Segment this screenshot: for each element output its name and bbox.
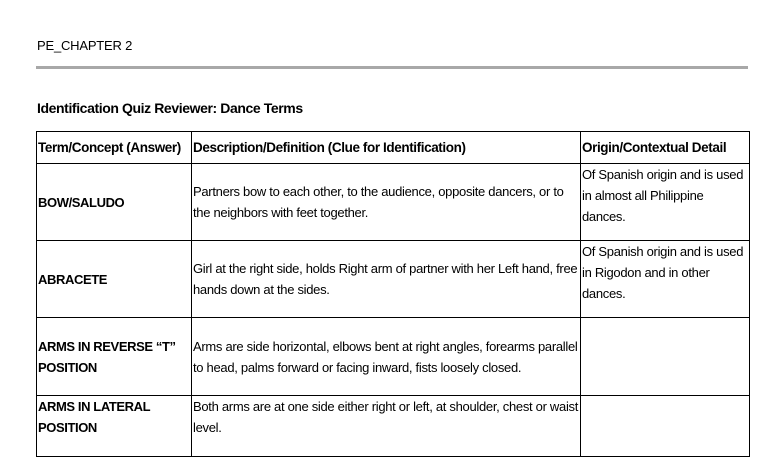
term-cell: BOW/SALUDO xyxy=(37,164,192,241)
origin-cell: Of Spanish origin and is used in almost all Philippine dances. xyxy=(581,164,750,241)
table-row xyxy=(37,318,750,396)
origin-cell xyxy=(581,318,750,396)
table-header-row xyxy=(37,132,750,164)
term-cell: ARMS IN REVERSE “T” POSITION xyxy=(37,318,192,396)
term-cell: ABRACETE xyxy=(37,241,192,318)
document-title: Identification Quiz Reviewer: Dance Terms xyxy=(37,100,303,116)
column-header-description: Description/Definition (Clue for Identification) xyxy=(192,132,581,164)
table-row xyxy=(37,241,750,318)
description-cell: Arms are side horizontal, elbows bent at right angles, forearms parallel to head, palms forward or facing inward, fists loosely closed. xyxy=(192,318,581,396)
column-header-origin: Origin/Contextual Detail xyxy=(581,132,750,164)
table-row xyxy=(37,164,750,241)
page-header: PE_CHAPTER 2 xyxy=(37,38,133,53)
description-cell: Both arms are at one side either right or left, at shoulder, chest or waist level. xyxy=(192,396,581,457)
header-divider xyxy=(36,66,748,69)
origin-cell xyxy=(581,396,750,457)
table-row xyxy=(37,396,750,457)
term-cell: ARMS IN LATERAL POSITION xyxy=(37,396,192,457)
dance-terms-table xyxy=(36,131,750,457)
description-cell: Partners bow to each other, to the audience, opposite dancers, or to the neighbors with feet together. xyxy=(192,164,581,241)
column-header-term: Term/Concept (Answer) xyxy=(37,132,192,164)
origin-cell: Of Spanish origin and is used in Rigodon and in other dances. xyxy=(581,241,750,318)
description-cell: Girl at the right side, holds Right arm of partner with her Left hand, free hands down at the sides. xyxy=(192,241,581,318)
